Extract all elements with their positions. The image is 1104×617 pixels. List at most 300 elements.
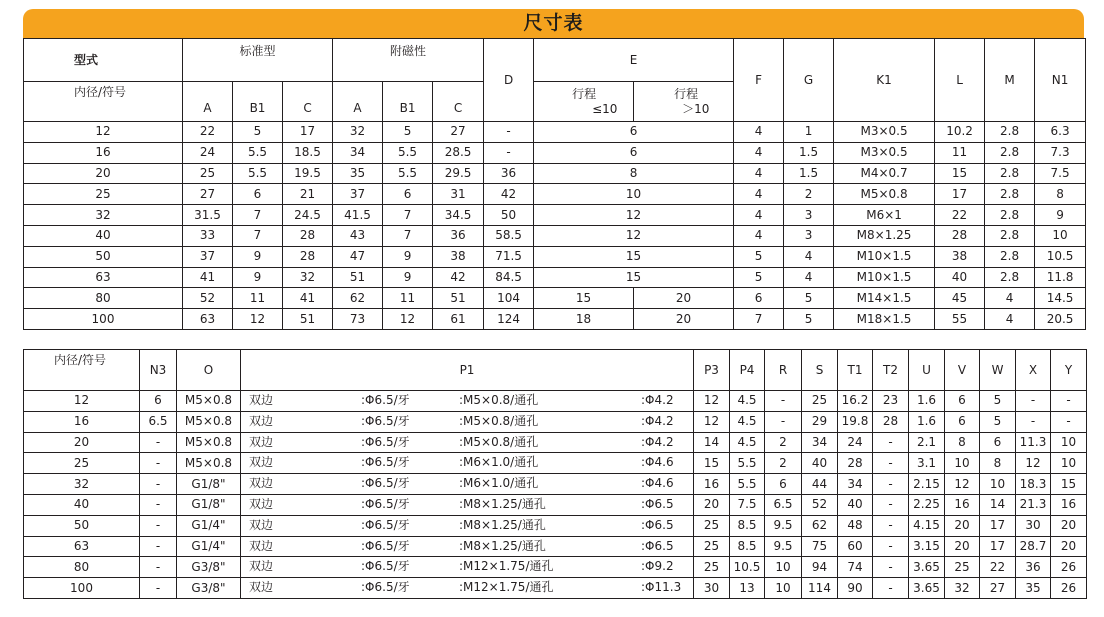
table-row [24, 267, 1086, 288]
cell-mB1: 9 [383, 267, 433, 288]
cell-D: 104 [484, 288, 534, 309]
cell-M: 4 [985, 288, 1035, 309]
cell-mC: 27 [433, 122, 484, 143]
cell-P1-p1a: 双边 [249, 559, 274, 574]
cell-R: 2 [765, 432, 802, 453]
cell-K1: M4×0.7 [834, 163, 935, 184]
table-row [24, 288, 1086, 309]
cell-D: 50 [484, 205, 534, 226]
cell-R: 9.5 [765, 515, 802, 536]
cell-bore: 20 [24, 163, 183, 184]
cell-T1: 19.8 [838, 411, 873, 432]
cell-L: 11 [935, 142, 985, 163]
cell-sB1: 6 [233, 184, 283, 205]
cell-K1: M10×1.5 [834, 267, 935, 288]
cell-E: 15 [534, 267, 734, 288]
cell-S: 40 [802, 453, 838, 474]
cell-bore: 20 [24, 432, 140, 453]
cell-P1 [241, 536, 694, 557]
cell-L: 28 [935, 225, 985, 246]
cell-U: 3.1 [909, 453, 945, 474]
cell-D: 124 [484, 309, 534, 330]
header-bore: 内径/符号 [24, 350, 140, 391]
cell-bore: 100 [24, 309, 183, 330]
cell-D: 36 [484, 163, 534, 184]
cell-P1 [241, 432, 694, 453]
cell-L: 38 [935, 246, 985, 267]
cell-P1-p1d: :Φ6.5 [641, 496, 674, 511]
header-stroke-gt10 [634, 82, 734, 122]
cell-P3: 25 [694, 557, 730, 578]
cell-T1: 74 [838, 557, 873, 578]
table-row [24, 142, 1086, 163]
cell-P1-p1c: :M6×1.0/通孔 [459, 476, 539, 491]
cell-P1-p1a: 双边 [249, 517, 274, 532]
dimension-table-2 [23, 349, 1087, 599]
cell-sA: 25 [183, 163, 233, 184]
cell-Y: 15 [1051, 474, 1087, 495]
cell-T2: - [873, 557, 909, 578]
cell-E: 10 [534, 184, 734, 205]
cell-G: 1.5 [784, 142, 834, 163]
cell-bore: 40 [24, 494, 140, 515]
cell-D: 42 [484, 184, 534, 205]
cell-X: - [1016, 391, 1051, 412]
cell-T2: - [873, 453, 909, 474]
cell-G: 1 [784, 122, 834, 143]
cell-sC: 32 [283, 267, 333, 288]
cell-O: G1/4" [177, 536, 241, 557]
cell-S: 94 [802, 557, 838, 578]
cell-P1-p1d: :Φ6.5 [641, 517, 674, 532]
cell-O: G1/8" [177, 494, 241, 515]
cell-V: 10 [945, 453, 980, 474]
cell-mB1: 11 [383, 288, 433, 309]
cell-P1-p1b: :Φ6.5/牙 [361, 455, 410, 470]
cell-sC: 24.5 [283, 205, 333, 226]
header-std-A: A [183, 82, 233, 122]
header-std-B1: B1 [233, 82, 283, 122]
cell-O: M5×0.8 [177, 411, 241, 432]
table-row [24, 557, 1087, 578]
cell-P1 [241, 557, 694, 578]
cell-P1-p1d: :Φ11.3 [641, 580, 682, 595]
cell-mA: 73 [333, 309, 383, 330]
cell-N1: 11.8 [1035, 267, 1086, 288]
table-row [24, 184, 1086, 205]
cell-X: 18.3 [1016, 474, 1051, 495]
cell-L: 40 [935, 267, 985, 288]
cell-W: 5 [980, 411, 1016, 432]
cell-mC: 36 [433, 225, 484, 246]
header-U: U [909, 350, 945, 391]
cell-N3: 6 [140, 391, 177, 412]
table-row [24, 432, 1087, 453]
cell-mB1: 7 [383, 205, 433, 226]
cell-S: 25 [802, 391, 838, 412]
cell-T2: 28 [873, 411, 909, 432]
cell-W: 5 [980, 391, 1016, 412]
cell-sB1: 9 [233, 246, 283, 267]
cell-X: 21.3 [1016, 494, 1051, 515]
table-row [24, 205, 1086, 226]
cell-M: 2.8 [985, 225, 1035, 246]
cell-P1-p1a: 双边 [249, 496, 274, 511]
cell-sC: 51 [283, 309, 333, 330]
cell-S: 44 [802, 474, 838, 495]
cell-V: 32 [945, 578, 980, 599]
cell-P1-p1b: :Φ6.5/牙 [361, 496, 410, 511]
cell-D: 84.5 [484, 267, 534, 288]
header-standard: 标准型 [183, 39, 333, 82]
cell-P3: 30 [694, 578, 730, 599]
cell-P1-p1d: :Φ4.2 [641, 434, 674, 449]
cell-N1: 10.5 [1035, 246, 1086, 267]
cell-bore: 40 [24, 225, 183, 246]
cell-P1 [241, 411, 694, 432]
cell-O: G1/4" [177, 515, 241, 536]
cell-E: 8 [534, 163, 734, 184]
table-row [24, 474, 1087, 495]
cell-P1-p1b: :Φ6.5/牙 [361, 580, 410, 595]
cell-sA: 27 [183, 184, 233, 205]
cell-S: 114 [802, 578, 838, 599]
cell-T1: 28 [838, 453, 873, 474]
cell-T1: 40 [838, 494, 873, 515]
header-K1: K1 [834, 39, 935, 122]
cell-F: 5 [734, 267, 784, 288]
table-row [24, 122, 1086, 143]
cell-N1: 20.5 [1035, 309, 1086, 330]
header-D: D [484, 39, 534, 122]
cell-Y: 10 [1051, 432, 1087, 453]
cell-sB1: 5 [233, 122, 283, 143]
cell-V: 20 [945, 536, 980, 557]
cell-O: M5×0.8 [177, 453, 241, 474]
cell-sA: 33 [183, 225, 233, 246]
cell-S: 29 [802, 411, 838, 432]
cell-mC: 42 [433, 267, 484, 288]
cell-F: 4 [734, 122, 784, 143]
cell-G: 4 [784, 267, 834, 288]
header-G: G [784, 39, 834, 122]
cell-mC: 61 [433, 309, 484, 330]
cell-sB1: 5.5 [233, 163, 283, 184]
cell-bore: 16 [24, 411, 140, 432]
header-P4: P4 [730, 350, 765, 391]
header-F: F [734, 39, 784, 122]
cell-X: 36 [1016, 557, 1051, 578]
cell-Y: 20 [1051, 515, 1087, 536]
dimension-table-1 [23, 38, 1086, 330]
cell-T1: 60 [838, 536, 873, 557]
cell-P1-p1c: :M12×1.75/通孔 [459, 559, 554, 574]
cell-N3: - [140, 515, 177, 536]
cell-sB1: 7 [233, 205, 283, 226]
header-T2: T2 [873, 350, 909, 391]
cell-D: - [484, 142, 534, 163]
cell-G: 3 [784, 205, 834, 226]
header-gt10: ＞10 [682, 101, 710, 116]
title-bar [23, 9, 1084, 38]
cell-N3: 6.5 [140, 411, 177, 432]
cell-E-gt10: 20 [634, 288, 734, 309]
table-row [24, 578, 1087, 599]
cell-K1: M6×1 [834, 205, 935, 226]
cell-U: 1.6 [909, 391, 945, 412]
cell-D: 58.5 [484, 225, 534, 246]
cell-M: 2.8 [985, 267, 1035, 288]
header-le10: ≤10 [592, 101, 618, 116]
cell-Y: 10 [1051, 453, 1087, 474]
cell-T2: - [873, 515, 909, 536]
cell-F: 4 [734, 163, 784, 184]
cell-P1 [241, 391, 694, 412]
header-E: E [534, 39, 734, 82]
header-P1: P1 [241, 350, 694, 391]
header-N1: N1 [1035, 39, 1086, 122]
table-row [24, 225, 1086, 246]
table-row [24, 411, 1087, 432]
cell-N1: 14.5 [1035, 288, 1086, 309]
cell-mB1: 9 [383, 246, 433, 267]
header-mag-A: A [333, 82, 383, 122]
cell-X: 11.3 [1016, 432, 1051, 453]
header-mag-C: C [433, 82, 484, 122]
cell-X: 35 [1016, 578, 1051, 599]
cell-X: 12 [1016, 453, 1051, 474]
cell-R: - [765, 411, 802, 432]
cell-sA: 31.5 [183, 205, 233, 226]
cell-P1-p1c: :M8×1.25/通孔 [459, 496, 546, 511]
cell-V: 6 [945, 411, 980, 432]
cell-L: 17 [935, 184, 985, 205]
cell-P1-p1a: 双边 [249, 476, 274, 491]
cell-T2: - [873, 536, 909, 557]
cell-U: 2.1 [909, 432, 945, 453]
cell-Y: 20 [1051, 536, 1087, 557]
cell-R: 9.5 [765, 536, 802, 557]
cell-mA: 32 [333, 122, 383, 143]
cell-R: 10 [765, 578, 802, 599]
cell-P1-p1a: 双边 [249, 393, 274, 407]
cell-X: 28.7 [1016, 536, 1051, 557]
cell-N1: 8 [1035, 184, 1086, 205]
cell-P1-p1b: :Φ6.5/牙 [361, 517, 410, 532]
cell-sB1: 5.5 [233, 142, 283, 163]
cell-P1-p1c: :M5×0.8/通孔 [459, 434, 539, 449]
cell-bore: 16 [24, 142, 183, 163]
table-row [24, 309, 1086, 330]
cell-sC: 17 [283, 122, 333, 143]
cell-P1-p1a: 双边 [249, 580, 274, 595]
header-std-C: C [283, 82, 333, 122]
cell-E: 12 [534, 225, 734, 246]
cell-W: 8 [980, 453, 1016, 474]
cell-sB1: 9 [233, 267, 283, 288]
cell-P1-p1b: :Φ6.5/牙 [361, 413, 410, 428]
cell-V: 12 [945, 474, 980, 495]
cell-sA: 63 [183, 309, 233, 330]
cell-mC: 38 [433, 246, 484, 267]
cell-M: 2.8 [985, 142, 1035, 163]
cell-W: 14 [980, 494, 1016, 515]
cell-bore: 12 [24, 122, 183, 143]
cell-Y: 26 [1051, 578, 1087, 599]
cell-sA: 37 [183, 246, 233, 267]
cell-mA: 35 [333, 163, 383, 184]
cell-P1-p1d: :Φ4.2 [641, 413, 674, 428]
table-row [24, 494, 1087, 515]
cell-mB1: 5.5 [383, 142, 433, 163]
cell-W: 6 [980, 432, 1016, 453]
cell-O: M5×0.8 [177, 432, 241, 453]
cell-mC: 34.5 [433, 205, 484, 226]
cell-K1: M10×1.5 [834, 246, 935, 267]
header-W: W [980, 350, 1016, 391]
cell-mC: 28.5 [433, 142, 484, 163]
cell-U: 3.65 [909, 578, 945, 599]
cell-F: 4 [734, 184, 784, 205]
cell-sC: 28 [283, 225, 333, 246]
cell-P1-p1c: :M12×1.75/通孔 [459, 580, 554, 595]
cell-R: 2 [765, 453, 802, 474]
header-model: 型式 [24, 39, 183, 82]
cell-L: 10.2 [935, 122, 985, 143]
cell-F: 4 [734, 142, 784, 163]
cell-P1 [241, 494, 694, 515]
cell-T1: 34 [838, 474, 873, 495]
cell-P1-p1a: 双边 [249, 413, 274, 428]
cell-P1-p1c: :M5×0.8/通孔 [459, 393, 539, 407]
cell-P1-p1d: :Φ9.2 [641, 559, 674, 574]
cell-mA: 43 [333, 225, 383, 246]
cell-T1: 48 [838, 515, 873, 536]
cell-Y: - [1051, 391, 1087, 412]
cell-P4: 4.5 [730, 391, 765, 412]
cell-K1: M5×0.8 [834, 184, 935, 205]
cell-P4: 10.5 [730, 557, 765, 578]
cell-W: 17 [980, 536, 1016, 557]
cell-mA: 41.5 [333, 205, 383, 226]
cell-M: 4 [985, 309, 1035, 330]
cell-mA: 62 [333, 288, 383, 309]
table-row [24, 536, 1087, 557]
cell-S: 62 [802, 515, 838, 536]
cell-P1 [241, 515, 694, 536]
cell-bore: 25 [24, 184, 183, 205]
header-stroke-label: 行程 [674, 86, 699, 101]
cell-P4: 4.5 [730, 411, 765, 432]
cell-sC: 28 [283, 246, 333, 267]
cell-sB1: 7 [233, 225, 283, 246]
cell-P1 [241, 474, 694, 495]
cell-sA: 41 [183, 267, 233, 288]
cell-P4: 5.5 [730, 474, 765, 495]
cell-sB1: 11 [233, 288, 283, 309]
cell-P1-p1b: :Φ6.5/牙 [361, 559, 410, 574]
cell-O: G3/8" [177, 557, 241, 578]
cell-bore: 63 [24, 267, 183, 288]
header-T1: T1 [838, 350, 873, 391]
cell-U: 2.15 [909, 474, 945, 495]
cell-sC: 18.5 [283, 142, 333, 163]
cell-bore: 50 [24, 515, 140, 536]
cell-D: - [484, 122, 534, 143]
cell-T2: 23 [873, 391, 909, 412]
cell-bore: 25 [24, 453, 140, 474]
cell-T1: 90 [838, 578, 873, 599]
cell-P1-p1a: 双边 [249, 455, 274, 470]
cell-bore: 50 [24, 246, 183, 267]
cell-G: 5 [784, 309, 834, 330]
cell-O: M5×0.8 [177, 391, 241, 412]
cell-V: 8 [945, 432, 980, 453]
cell-P1-p1b: :Φ6.5/牙 [361, 476, 410, 491]
table-row [24, 391, 1087, 412]
cell-P1-p1b: :Φ6.5/牙 [361, 434, 410, 449]
cell-P1-p1d: :Φ4.2 [641, 393, 674, 407]
cell-E-le10: 18 [534, 309, 634, 330]
cell-sA: 24 [183, 142, 233, 163]
cell-P1-p1c: :M6×1.0/通孔 [459, 455, 539, 470]
cell-G: 3 [784, 225, 834, 246]
cell-P4: 8.5 [730, 536, 765, 557]
cell-G: 5 [784, 288, 834, 309]
cell-bore: 32 [24, 474, 140, 495]
cell-P3: 20 [694, 494, 730, 515]
cell-X: - [1016, 411, 1051, 432]
cell-mC: 51 [433, 288, 484, 309]
table-row [24, 163, 1086, 184]
cell-E: 6 [534, 122, 734, 143]
cell-mB1: 12 [383, 309, 433, 330]
cell-bore: 12 [24, 391, 140, 412]
cell-Y: 26 [1051, 557, 1087, 578]
cell-mA: 51 [333, 267, 383, 288]
cell-sA: 52 [183, 288, 233, 309]
cell-P1-p1b: :Φ6.5/牙 [361, 393, 410, 407]
cell-bore: 100 [24, 578, 140, 599]
cell-sC: 21 [283, 184, 333, 205]
cell-P3: 14 [694, 432, 730, 453]
header-V: V [945, 350, 980, 391]
cell-P1 [241, 453, 694, 474]
header-L: L [935, 39, 985, 122]
header-stroke-label: 行程 [572, 86, 597, 101]
cell-T1: 16.2 [838, 391, 873, 412]
cell-bore: 32 [24, 205, 183, 226]
header-P3: P3 [694, 350, 730, 391]
cell-bore: 63 [24, 536, 140, 557]
cell-R: 6 [765, 474, 802, 495]
cell-X: 30 [1016, 515, 1051, 536]
cell-Y: 16 [1051, 494, 1087, 515]
cell-E: 12 [534, 205, 734, 226]
cell-W: 10 [980, 474, 1016, 495]
header-stroke-le10 [534, 82, 634, 122]
cell-G: 2 [784, 184, 834, 205]
cell-Y: - [1051, 411, 1087, 432]
cell-D: 71.5 [484, 246, 534, 267]
cell-T2: - [873, 494, 909, 515]
cell-P3: 25 [694, 536, 730, 557]
cell-O: G1/8" [177, 474, 241, 495]
cell-mA: 34 [333, 142, 383, 163]
cell-P1-p1a: 双边 [249, 538, 274, 553]
cell-R: 6.5 [765, 494, 802, 515]
cell-sC: 19.5 [283, 163, 333, 184]
